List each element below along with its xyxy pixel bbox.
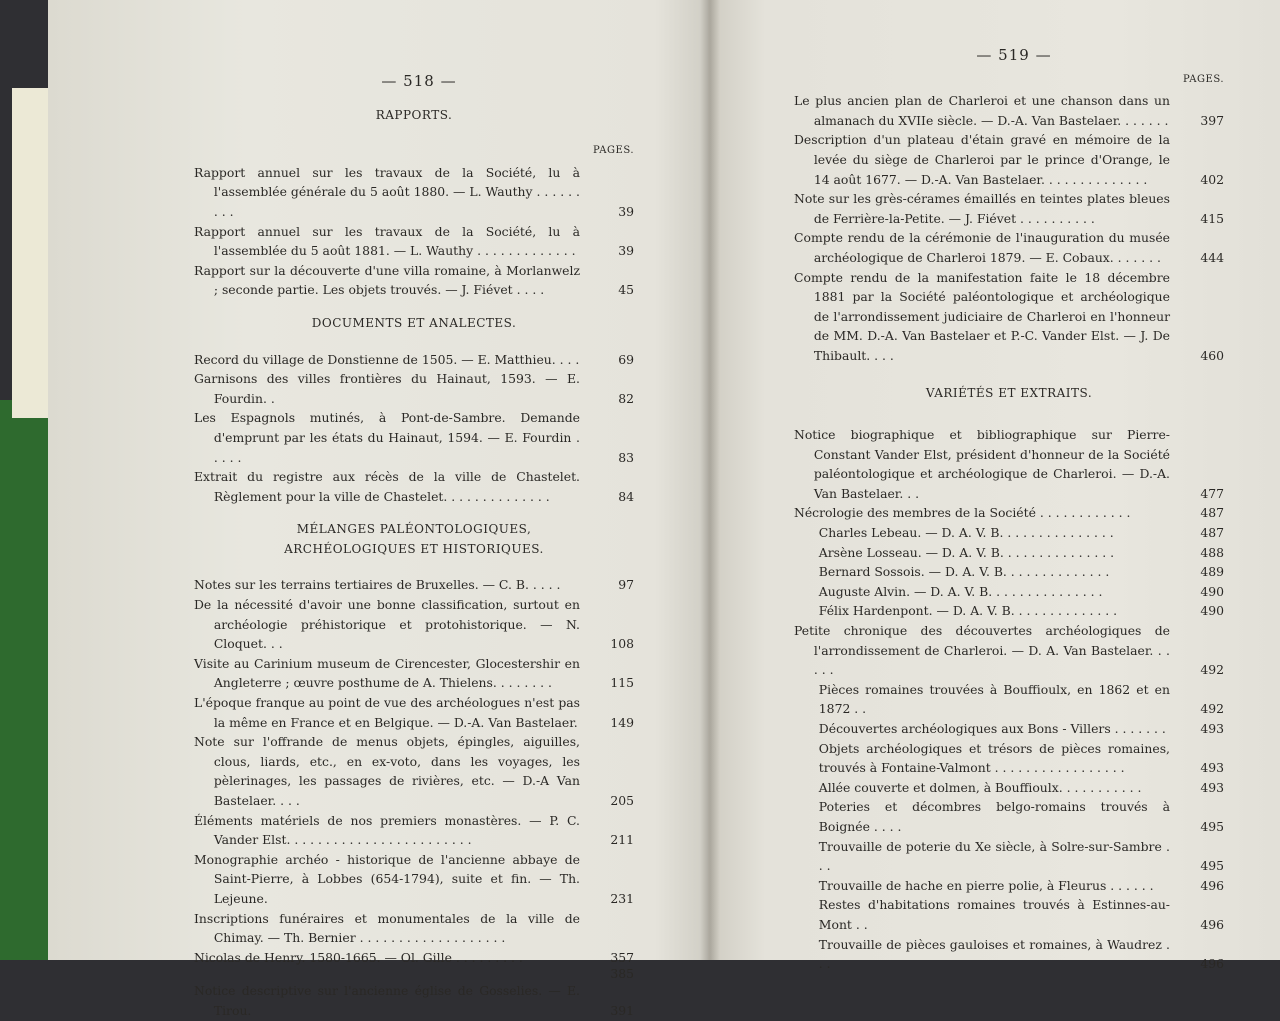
entry-page: 493 <box>1200 779 1224 795</box>
toc-entry <box>794 543 1224 563</box>
entry-text: Notice descriptive sur l'ancienne église de Gosselies. — E. Tirou. <box>194 983 580 1018</box>
entry-page: 493 <box>1200 760 1224 776</box>
entry-text: Rapport annuel sur les travaux de la Société, lu à l'assemblée du 5 août 1881. — L. Wauthy . . . . . . . . . . . . . <box>194 223 580 259</box>
toc-entry <box>194 163 634 222</box>
entry-text: Nicolas de Henry. 1580-1665. — Ol. Gille . . . . . . . . . <box>194 949 523 965</box>
entry-text: Compte rendu de la cérémonie de l'inauguration du musée archéologique de Charleroi 1879. — E. Cobaux. . . . . . . <box>794 230 1170 265</box>
entry-text: Poteries et décombres belgo-romains trouvés à Boignée . . . . <box>818 799 1170 834</box>
entry-text: Pièces romaines trouvées à Bouffioulx, en 1862 et en 1872 . . <box>818 681 1170 717</box>
entry-text: Découvertes archéologiques aux Bons - Villers . . . . . . . <box>818 721 1166 736</box>
right-page-content <box>794 46 1224 974</box>
entry-text: Garnisons des villes frontières du Hainaut, 1593. — E. Fourdin. . <box>194 371 580 406</box>
section-title-rapports: RAPPORTS. <box>375 107 453 122</box>
entry-text: Description d'un plateau d'étain gravé en mémoire de la levée du siège de Charleroi par le prince d'Orange, le 14 août 1677. — D.-A. Van Bastelaer. . . . . . . . . . . . . . <box>794 132 1170 187</box>
entry-text: Trouvaille de poterie du Xe siècle, à Solre-sur-Sambre . . . <box>818 838 1170 874</box>
left-page-content <box>194 72 634 1021</box>
toc-entry <box>194 467 634 506</box>
toc-entry <box>194 732 634 810</box>
toc-entry <box>794 268 1224 366</box>
entry-text: Rapport annuel sur les travaux de la Société, lu à l'assemblée générale du 5 août 1880. — L. Wauthy . . . . . . . . . <box>194 164 580 219</box>
entry-text: Petite chronique des découvertes archéologiques de l'arrondissement de Charleroi. — D. A. Van Bastelaer. . . . . . <box>794 623 1170 678</box>
toc-entry <box>194 595 634 654</box>
toc-entry <box>794 582 1224 602</box>
toc-entry <box>794 91 1224 130</box>
entry-text: Note sur les grès-cérames émaillés en teintes plates bleues de Ferrière-la-Petite. — J. Fiévet . . . . . . . . . . <box>794 191 1170 226</box>
toc-entry <box>194 811 634 850</box>
entry-page: 444 <box>1200 249 1224 265</box>
entry-page: 490 <box>1200 603 1224 619</box>
entry-page: 488 <box>1200 544 1224 560</box>
book-gutter <box>700 0 720 960</box>
left-page <box>48 0 708 1018</box>
toc-entry <box>794 797 1224 836</box>
toc-entry <box>794 503 1224 523</box>
pages-label: PAGES. <box>1183 73 1224 85</box>
toc-entry <box>194 261 634 300</box>
entry-text: Restes d'habitations romaines trouvés à Estinnes-au-Mont . . <box>818 897 1170 932</box>
toc-entry <box>794 130 1224 189</box>
entry-page: 84 <box>618 488 634 504</box>
entry-text: Note sur l'offrande de menus objets, épingles, aiguilles, clous, liards, etc., en ex-voto, dans les voyages, les pèlerinages, les passages de rivières, etc. — D.-A Van Bastelaer. . . . <box>194 734 580 808</box>
toc-entry <box>194 693 634 732</box>
entry-page: 108 <box>610 636 634 652</box>
entry-text: Auguste Alvin. — D. A. V. B. . . . . . . . . . . . . . . <box>818 583 1103 599</box>
entry-page: 490 <box>1200 583 1224 599</box>
right-page <box>708 0 1280 972</box>
entry-page: 402 <box>1200 171 1224 187</box>
section-title-melanges: MÉLANGES PALÉONTOLOGIQUES, ARCHÉOLOGIQUES ET HISTORIQUES. <box>284 522 544 556</box>
entry-page: 211 <box>610 832 634 848</box>
entry-text: De la nécessité d'avoir une bonne classification, surtout en archéologie préhistorique et protohistorique. — N. Cloquet. . . <box>194 597 580 652</box>
entry-text: Monographie archéo - historique de l'ancienne abbaye de Saint-Pierre, à Lobbes (654-1794), suite et fin. — Th. Lejeune. <box>194 851 580 906</box>
entry-text: Compte rendu de la manifestation faite le 18 décembre 1881 par la Société paléontologique et archéologique de l'arrondissement judiciaire de Charleroi en l'honneur de MM. D.-A. Van Bastelaer et P.-C. Vander Elst. — J. De Thibault. . . . <box>794 269 1170 363</box>
entry-text: Félix Hardenpont. — D. A. V. B. . . . . . . . . . . . . . <box>818 603 1118 619</box>
toc-entry <box>794 425 1224 503</box>
toc-entry <box>194 654 634 693</box>
toc-entry <box>194 369 634 408</box>
toc-entry <box>194 408 634 467</box>
toc-entry <box>194 909 634 948</box>
entry-page: 492 <box>1200 701 1224 717</box>
entry-page: 496 <box>1200 956 1224 972</box>
entry-text: Notes sur les terrains tertiaires de Bruxelles. — C. B. . . . . <box>194 577 561 593</box>
entry-text: Extrait du registre aux récès de la ville de Chastelet. Règlement pour la ville de Chastelet. . . . . . . . . . . . . . <box>194 469 580 504</box>
entry-text: Allée couverte et dolmen, à Bouffioulx. . . . . . . . . . . <box>818 779 1142 795</box>
entry-page: 460 <box>1200 347 1224 363</box>
entry-text: L'époque franque au point de vue des archéologues n'est pas la même en France et en Belgique. — D.-A. Van Bastelaer. <box>194 695 580 730</box>
toc-entry <box>794 935 1224 974</box>
entry-text: Le plus ancien plan de Charleroi et une chanson dans un almanach du XVIIe siècle. — D.-A. Van Bastelaer. . . . . . . <box>794 93 1170 128</box>
entry-page: 391 <box>610 1002 634 1018</box>
toc-entry <box>794 876 1224 896</box>
entry-page: 493 <box>1200 721 1224 736</box>
toc-entry <box>794 739 1224 778</box>
entry-page: 83 <box>618 449 634 465</box>
toc-entry <box>194 850 634 909</box>
entry-text: Notice biographique et bibliographique sur Pierre-Constant Vander Elst, président d'honneur de la Société paléontologique et archéologique de Charleroi. — D.-A. Van Bastelaer. . . <box>794 427 1170 501</box>
entry-page: 397 <box>1200 112 1224 128</box>
entry-text: Les Espagnols mutinés, à Pont-de-Sambre. Demande d'emprunt par les états du Hainaut, 1594. — E. Fourdin . . . . . <box>194 410 580 465</box>
entry-text: Visite au Carinium museum de Cirencester, Glocestershir en Angleterre ; œuvre posthume de A. Thielens. . . . . . . . <box>194 655 580 691</box>
entry-page: 39 <box>618 203 634 219</box>
pages-label: PAGES. <box>593 145 634 157</box>
entry-page: 496 <box>1200 916 1224 932</box>
entry-page: 45 <box>618 282 634 298</box>
toc-entry <box>794 680 1224 719</box>
entry-page: 477 <box>1200 485 1224 501</box>
entry-text: Bernard Sossois. — D. A. V. B. . . . . . . . . . . . . . <box>818 564 1110 580</box>
entry-page: 487 <box>1200 505 1224 521</box>
entry-page: 82 <box>618 390 634 406</box>
page-number-518: — 518 — <box>381 72 457 90</box>
entry-text: Objets archéologiques et trésors de pièces romaines, trouvés à Fontaine-Valmont . . . . . . . . . . . . . . . . . <box>818 740 1170 776</box>
entry-text: Rapport sur la découverte d'une villa romaine, à Morlanwelz ; seconde partie. Les objets trouvés. — J. Fiévet . . . . <box>194 262 580 298</box>
toc-entry <box>194 948 634 968</box>
entry-text: Arsène Losseau. — D. A. V. B. . . . . . . . . . . . . . . <box>818 544 1115 560</box>
toc-entry <box>794 228 1224 267</box>
entry-page: 39 <box>618 243 634 259</box>
toc-entry <box>794 562 1224 582</box>
entry-page: 495 <box>1200 858 1224 874</box>
entry-page: 205 <box>610 793 634 808</box>
entry-text: Nécrologie des membres de la Société . . . . . . . . . . . . <box>794 505 1131 521</box>
entry-text: Record du village de Donstienne de 1505. — E. Matthieu. . . . <box>194 351 580 367</box>
entry-page: 231 <box>610 890 634 906</box>
entry-page: 115 <box>610 675 634 691</box>
entry-page: 487 <box>1200 525 1224 541</box>
entry-text: Trouvaille de hache en pierre polie, à Fleurus . . . . . . <box>818 877 1154 893</box>
page-number-519: — 519 — <box>976 46 1052 64</box>
open-book <box>48 0 1280 1018</box>
toc-entry <box>794 601 1224 621</box>
entry-page: 357 <box>610 949 634 965</box>
toc-entry <box>794 778 1224 798</box>
toc-entry <box>794 621 1224 680</box>
toc-entry <box>794 895 1224 934</box>
section-title-documents: DOCUMENTS ET ANALECTES. <box>311 315 517 330</box>
entry-page: 385 <box>610 966 634 982</box>
toc-entry <box>794 837 1224 876</box>
section-title-varietes: VARIÉTÉS ET EXTRAITS. <box>925 385 1093 400</box>
entry-page: 69 <box>618 351 634 367</box>
entry-page: 495 <box>1200 818 1224 834</box>
entry-page: 415 <box>1200 210 1224 226</box>
entry-page: 97 <box>618 577 634 593</box>
entry-text: Trouvaille de pièces gauloises et romaines, à Waudrez . . . <box>818 936 1170 972</box>
toc-entry <box>194 967 634 981</box>
toc-entry <box>194 575 634 595</box>
toc-entry <box>194 222 634 261</box>
entry-page: 149 <box>610 714 634 730</box>
entry-page: 492 <box>1200 662 1224 678</box>
entry-text: Inscriptions funéraires et monumentales de la ville de Chimay. — Th. Bernier . . . . . . . . . . . . . . . . . . . <box>194 910 580 946</box>
toc-entry <box>794 523 1224 543</box>
entry-text: Éléments matériels de nos premiers monastères. — P. C. Vander Elst. . . . . . . . . . . . . . . . . . . . . . . . <box>194 812 580 848</box>
toc-entry <box>194 350 634 370</box>
toc-entry <box>794 189 1224 228</box>
entry-text: Charles Lebeau. — D. A. V. B. . . . . . . . . . . . . . . <box>818 525 1114 541</box>
entry-page: 496 <box>1200 877 1224 893</box>
toc-entry <box>194 981 634 1020</box>
entry-page: 489 <box>1200 564 1224 580</box>
toc-entry <box>794 719 1224 739</box>
